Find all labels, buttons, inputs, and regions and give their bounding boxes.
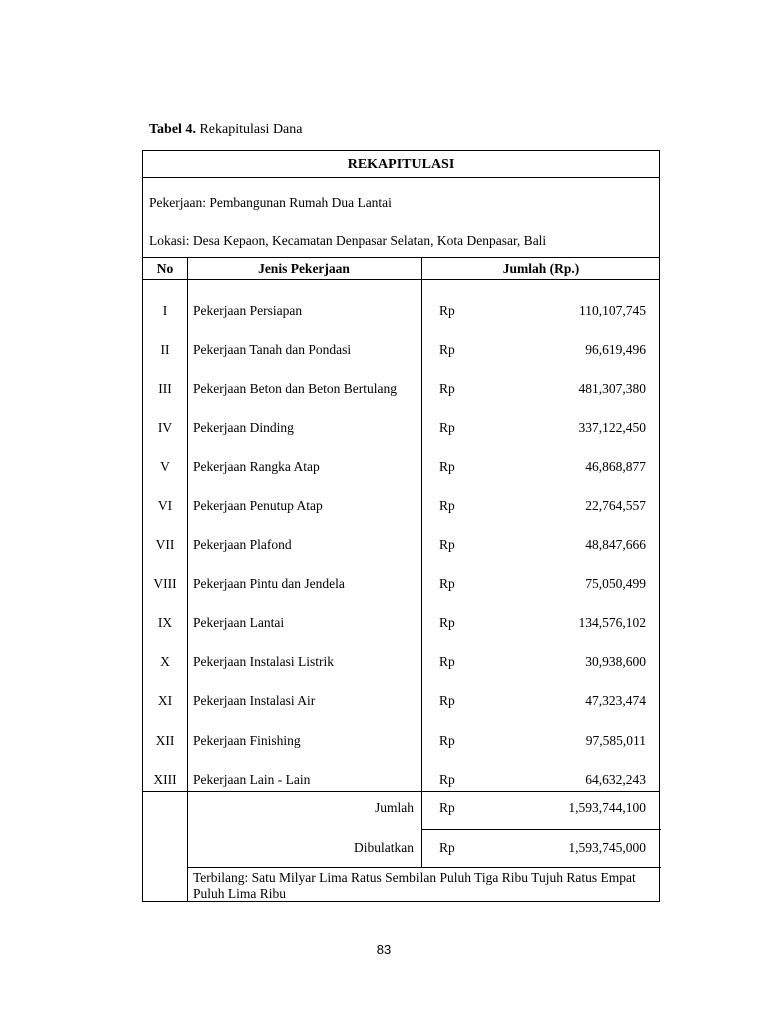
row-no: I xyxy=(162,303,168,318)
row-no: III xyxy=(158,381,172,396)
row-amount: 30,938,600 xyxy=(585,654,646,669)
header-jenis: Jenis Pekerjaan xyxy=(258,261,350,276)
table-row xyxy=(143,340,659,360)
row-no: VI xyxy=(157,498,173,513)
row-name: Pekerjaan Penutup Atap xyxy=(193,498,323,513)
header-no: No xyxy=(156,261,174,276)
row-currency: Rp xyxy=(439,537,455,552)
row-no: VIII xyxy=(153,576,177,591)
row-no: II xyxy=(160,342,170,357)
jumlah-label: Jumlah xyxy=(375,800,414,815)
row-name: Pekerjaan Lantai xyxy=(193,615,285,630)
row-name: Pekerjaan Plafond xyxy=(193,537,292,552)
row-no: IV xyxy=(157,420,173,435)
table-row xyxy=(143,496,659,516)
row-name: Pekerjaan Persiapan xyxy=(193,303,303,318)
dibulatkan-amount: 1,593,745,000 xyxy=(568,840,646,855)
row-no: XI xyxy=(157,693,173,708)
row-currency: Rp xyxy=(439,654,455,669)
jumlah-divider xyxy=(421,829,661,830)
row-name: Pekerjaan Dinding xyxy=(193,420,294,435)
table-row xyxy=(143,457,659,477)
dibulatkan-currency: Rp xyxy=(439,840,455,855)
table-row xyxy=(143,535,659,555)
row-name: Pekerjaan Lain - Lain xyxy=(193,772,311,787)
row-amount: 46,868,877 xyxy=(585,459,646,474)
row-no: XII xyxy=(155,733,175,748)
caption-text: Rekapitulasi Dana xyxy=(199,122,303,137)
row-amount: 97,585,011 xyxy=(585,733,646,748)
row-amount: 22,764,557 xyxy=(585,498,646,513)
row-currency: Rp xyxy=(439,615,455,630)
caption-label: Tabel 4. xyxy=(149,122,196,137)
recap-table xyxy=(142,150,660,902)
dibulatkan-label: Dibulatkan xyxy=(354,840,414,855)
row-currency: Rp xyxy=(439,303,455,318)
lokasi-line: Lokasi: Desa Kepaon, Kecamatan Denpasar Selatan, Kota Denpasar, Bali xyxy=(149,233,547,248)
table-row xyxy=(143,652,659,672)
row-amount: 337,122,450 xyxy=(578,420,646,435)
row-amount: 481,307,380 xyxy=(578,381,646,396)
jumlah-amount: 1,593,744,100 xyxy=(568,800,646,815)
row-currency: Rp xyxy=(439,733,455,748)
row-no: V xyxy=(160,459,170,474)
table-row xyxy=(143,418,659,438)
row-no: XIII xyxy=(153,772,177,787)
row-amount: 48,847,666 xyxy=(585,537,646,552)
row-amount: 110,107,745 xyxy=(579,303,646,318)
row-amount: 96,619,496 xyxy=(585,342,646,357)
row-name: Pekerjaan Instalasi Air xyxy=(193,693,316,708)
row-currency: Rp xyxy=(439,693,455,708)
row-currency: Rp xyxy=(439,459,455,474)
terbilang-divider xyxy=(187,867,661,868)
table-row xyxy=(143,731,659,751)
table-header xyxy=(143,257,659,280)
row-amount: 75,050,499 xyxy=(585,576,646,591)
header-jumlah: Jumlah (Rp.) xyxy=(502,261,580,276)
row-currency: Rp xyxy=(439,498,455,513)
table-row xyxy=(143,691,659,711)
row-currency: Rp xyxy=(439,342,455,357)
row-amount: 134,576,102 xyxy=(578,615,646,630)
row-currency: Rp xyxy=(439,772,455,787)
row-name: Pekerjaan Finishing xyxy=(193,733,301,748)
row-currency: Rp xyxy=(439,381,455,396)
page-number: 83 xyxy=(376,942,392,957)
table-row xyxy=(143,613,659,633)
body-bottom-border xyxy=(143,791,659,792)
table-row xyxy=(143,574,659,594)
row-no: X xyxy=(160,654,170,669)
terbilang-text: Terbilang: Satu Milyar Lima Ratus Sembilan Puluh Tiga Ribu Tujuh Ratus Empat Puluh Lima Ribu xyxy=(193,870,636,901)
row-name: Pekerjaan Pintu dan Jendela xyxy=(193,576,345,591)
row-no: IX xyxy=(157,615,173,630)
row-name: Pekerjaan Rangka Atap xyxy=(193,459,320,474)
table-caption xyxy=(149,122,302,138)
row-amount: 47,323,474 xyxy=(585,693,646,708)
table-row xyxy=(143,770,659,790)
table-row xyxy=(143,379,659,399)
pekerjaan-line: Pekerjaan: Pembangunan Rumah Dua Lantai xyxy=(149,195,392,210)
row-amount: 64,632,243 xyxy=(585,772,646,787)
row-currency: Rp xyxy=(439,420,455,435)
table-title: REKAPITULASI xyxy=(143,151,659,178)
table-row xyxy=(143,301,659,321)
row-currency: Rp xyxy=(439,576,455,591)
row-name: Pekerjaan Instalasi Listrik xyxy=(193,654,334,669)
row-name: Pekerjaan Tanah dan Pondasi xyxy=(193,342,352,357)
row-no: VII xyxy=(155,537,175,552)
row-name: Pekerjaan Beton dan Beton Bertulang xyxy=(193,381,397,396)
jumlah-currency: Rp xyxy=(439,800,455,815)
